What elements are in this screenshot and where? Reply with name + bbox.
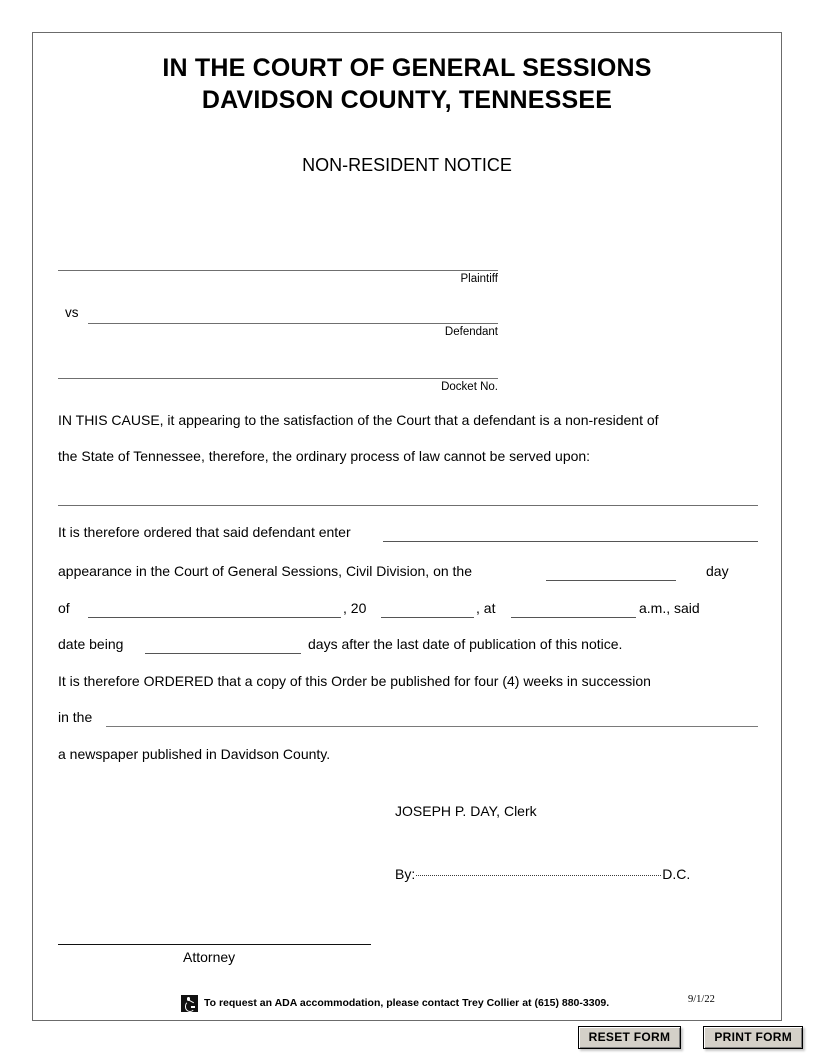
ada-notice-text: To request an ADA accommodation, please contact Trey Collier at (615) 880-3309. [204,997,610,1009]
title-line-1: IN THE COURT OF GENERAL SESSIONS [162,54,652,82]
docket-field-rule[interactable] [58,378,498,379]
cause-text-line-2: the State of Tennessee, therefore, the ordinary process of law cannot be served upon: [58,448,591,464]
defendant-field-rule[interactable] [88,323,498,324]
form-revision-date: 9/1/22 [688,994,715,1005]
year-prefix-label: , 20 [343,600,367,616]
reset-form-button[interactable]: RESET FORM [578,1026,682,1049]
attorney-label: Attorney [183,949,236,965]
ada-notice-row [181,995,609,1012]
served-upon-field[interactable] [58,505,758,506]
page-title [33,52,781,116]
title-line-2: DAVIDSON COUNTY, TENNESSEE [201,86,613,114]
defendant-label: Defendant [444,326,498,338]
wheelchair-accessibility-icon [181,995,198,1012]
plaintiff-field-rule[interactable] [58,270,498,271]
day-field[interactable] [546,580,676,581]
plaintiff-label: Plaintiff [460,273,498,285]
am-said-label: a.m., said [639,600,700,616]
form-page [32,32,782,1021]
print-form-button[interactable]: PRINT FORM [703,1026,803,1049]
form-subtitle: NON-RESIDENT NOTICE [302,155,512,175]
form-button-bar [0,1026,816,1056]
month-field[interactable] [88,617,341,618]
deputy-clerk-label: D.C. [662,866,691,882]
time-field[interactable] [511,617,636,618]
cause-text-line-1: IN THIS CAUSE, it appearing to the satisfaction of the Court that a defendant is a non-resident of [58,412,659,428]
publication-order-text: It is therefore ORDERED that a copy of this Order be published for four (4) weeks in succession [58,673,651,689]
clerk-name-block [395,802,537,820]
vs-label: vs [65,305,79,320]
date-being-label: date being [58,636,124,652]
day-label: day [706,563,729,579]
year-field[interactable] [381,617,474,618]
clerk-name-text: JOSEPH P. DAY, [395,803,501,819]
days-field[interactable] [145,653,301,654]
newspaper-county-text: a newspaper published in Davidson County. [58,746,331,762]
clerk-title-text: Clerk [503,803,537,819]
of-label: of [58,600,70,616]
newspaper-field[interactable] [106,726,758,727]
by-label: By: [395,866,416,882]
attorney-field[interactable] [58,944,371,945]
enter-appearance-field[interactable] [383,541,758,542]
deputy-clerk-signature-field[interactable] [416,875,661,876]
docket-number-label: Docket No. [441,381,498,393]
ordered-enter-text: It is therefore ordered that said defendant enter [58,524,351,540]
by-signature-row [395,865,690,883]
in-the-label: in the [58,709,93,725]
appearance-court-text: appearance in the Court of General Sessions, Civil Division, on the [58,563,472,579]
days-after-text: days after the last date of publication of this notice. [308,636,623,652]
at-label: , at [476,600,496,616]
